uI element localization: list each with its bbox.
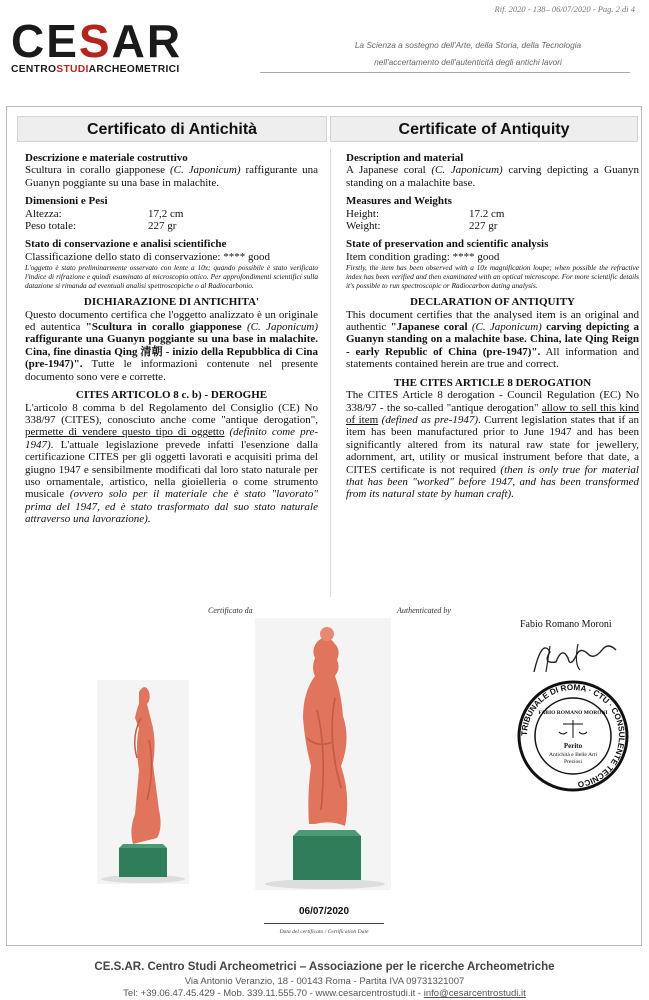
- email-link[interactable]: info@cesarcentrostudi.it: [423, 988, 526, 999]
- statue-photo-large: [255, 618, 391, 890]
- title-english: Certificate of Antiquity: [330, 116, 638, 142]
- weight-row: Weight: 227 gr: [346, 220, 498, 233]
- logo-subtitle: CENTROSTUDIARCHEOMETRICI: [11, 64, 180, 75]
- analysis-note: L'oggetto è stato preliminarmente osservato con lente a 10x; quando possibile è stato verificato l'indice di rifrazione e quindi esaminato al microscopio ottico. Per approfondimenti scientifici sulla datazione si rimanda ad eventuali analisi spettroscopiche o al Radiocarbonio.: [25, 263, 318, 291]
- height-row: Height: 17.2 cm: [346, 207, 505, 220]
- logo-wordmark: CESAR: [11, 15, 183, 67]
- english-column: [346, 152, 639, 501]
- certification-date-caption: Data del certificato / Certification Date: [279, 929, 369, 935]
- cites-text: L'articolo 8 comma b del Regolamento del Consiglio (CE) No 338/97 (CITES), conosciuto anche come "antique derogation", permette di vendere questo tipo di oggetto (definito come pre-1947). L'attuale legislazione prevede infatti l'esenzione dalla certificazione CITES per gli oggetti lavorati e acquisiti prima del giugno 1947 e sensibilmente modificati dal loro stato naturale per uso ornamentale, artistico, nella gioielleria o come strumento musicale (ovvero solo per il materiale che è stato "lavorato" prima del 1947, ed è stato trasformato dal suo stato naturale attraverso una lavorazione).: [25, 401, 318, 526]
- cesar-logo: [11, 15, 236, 75]
- condition-grading: Classificazione dello stato di conservazione: **** good: [25, 250, 270, 263]
- section-heading: Description and material: [346, 152, 464, 164]
- height-row: Altezza: 17,2 cm: [25, 207, 184, 220]
- tagline-2: nell'accertamento dell'autenticità degli antichi lavori: [374, 57, 562, 67]
- section-heading: State of preservation and scientific analysis: [346, 238, 549, 251]
- section-heading: Dimensioni e Pesi: [25, 195, 108, 208]
- cites-text: The CITES Article 8 derogation - Council Regulation (EC) No 338/97 - the so-called "antique derogation" allow to sell this kind of item (defined as pre-1947). Current legislation states that if an item has been manufactured prior to June 1947 and has been significantly altered from its natural raw state for jewellery, adornment, art, utility or musical instrument before that date, a CITES certificate is not required (then is only true for material that has been "worked" before 1947, and has been transformed from its natural state by human craft).: [346, 389, 640, 501]
- stamp-role-3: Preziosi: [563, 759, 583, 765]
- certified-by-label: Certificato da: [208, 606, 253, 615]
- stamp-inner-name: FABIO ROMANO MORONI: [538, 710, 608, 716]
- footer-contacts: Tel: +39.06.47.45.429 - Mob. 339.11.555.70 - www.cesarcentrostudi.it - info@cesarcentrostudi.it: [123, 988, 526, 999]
- date-underline: [264, 923, 384, 924]
- footer-address: Via Antonio Veranzio, 18 - 00143 Roma - Partita IVA 09731321007: [184, 976, 465, 987]
- condition-grading: Item condition grading: **** good: [346, 250, 500, 263]
- section-heading: Descrizione e materiale costruttivo: [25, 152, 188, 164]
- italian-column: [25, 152, 318, 526]
- tagline-1: La Scienza a sostegno dell'Arte, della Storia, della Tecnologia: [354, 40, 582, 50]
- statue-photo-small: [97, 680, 189, 884]
- handwritten-signature: [520, 632, 620, 678]
- authenticated-by-label: Authenticated by: [397, 606, 451, 615]
- stamp-ring-text: TRIBUNALE DI ROMA · CTU · CONSULENTE TECNICO: [519, 682, 627, 789]
- stamp-role-2: Antichità e Belle Arti: [549, 752, 597, 758]
- signer-name: Fabio Romano Moroni: [520, 619, 612, 630]
- official-stamp: [517, 680, 629, 792]
- declaration-heading: DICHIARAZIONE DI ANTICHITA': [83, 296, 260, 309]
- analysis-note: Firstly, the item has been observed with a 10x magnification loupe; when possible the refractive index has been verified and then examinated with an optical microscope. For more scientific details it's possible to run spectroscopic or Radiocarbon dating analysis.: [346, 263, 639, 291]
- description-text: A Japanese coral (C. Japonicum) carving depicting a Guanyn standing on a malachite base.: [346, 164, 639, 189]
- stamp-role-1: Perito: [563, 742, 583, 750]
- reference-number: Rif. 2020 - 138– 06/07/2020 - Pag. 2 di 4: [494, 4, 635, 14]
- declaration-text: Questo documento certifica che l'oggetto analizzato è un originale ed autentica "Scultura in corallo giapponese (C. Japonicum) raffigurante una Guanyn poggiante su una base in malachite. Cina, fine dinastia Qing 清朝 - inizio della Repubblica di Cina (pre-1947)". Tutte le informazioni contenute nel presente documento sono vere e corrette.: [25, 308, 318, 383]
- column-divider: [330, 149, 331, 597]
- section-heading: Measures and Weights: [346, 195, 452, 208]
- title-italian: Certificato di Antichità: [17, 116, 327, 142]
- section-heading: Stato di conservazione e analisi scientifiche: [25, 238, 227, 251]
- header-divider: [260, 72, 630, 73]
- scales-icon: [559, 720, 587, 738]
- declaration-heading: DECLARATION OF ANTIQUITY: [409, 296, 576, 309]
- cites-heading: THE CITES ARTICLE 8 DEROGATION: [393, 376, 592, 389]
- cites-heading: CITES ARTICOLO 8 c. b) - DEROGHE: [75, 389, 268, 402]
- description-text: Scultura in corallo giapponese (C. Japonicum) raffigurante una Guanyn poggiante su una base in malachite.: [25, 164, 318, 189]
- footer-organization: CE.S.AR. Centro Studi Archeometrici – Associazione per le ricerche Archeometriche: [94, 961, 555, 973]
- declaration-text: This document certifies that the analysed item is an original and authentic "Japanese coral (C. Japonicum) carving depicting a Guanyn standing on a malachite base. China, late Qing Reign - early Republic of China (pre-1947)". All information and statements contained herein are true and correct.: [346, 308, 640, 371]
- weight-row: Peso totale: 227 gr: [25, 220, 177, 233]
- certification-date: 06/07/2020: [298, 906, 350, 917]
